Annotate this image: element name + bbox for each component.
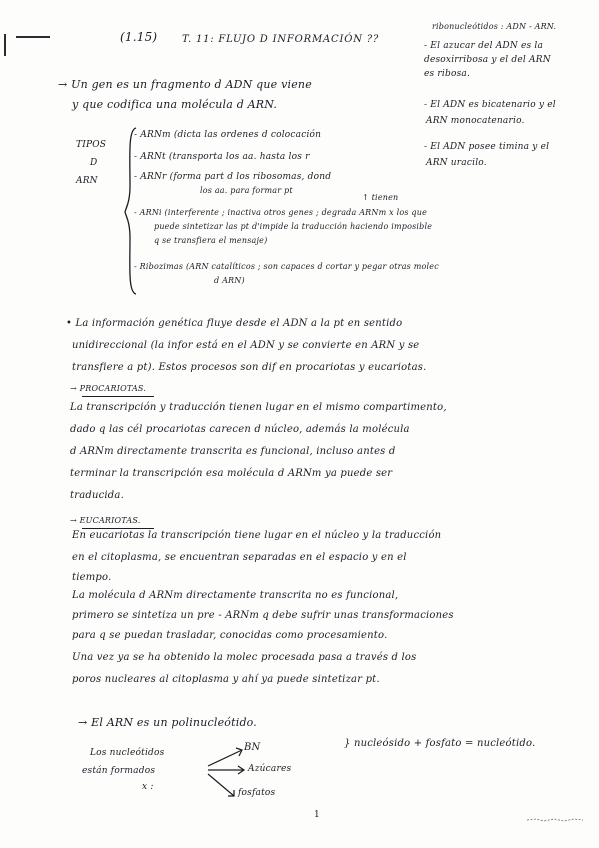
eucariotas-line: primero se sintetiza un pre - ARNm q debe sufrir unas transformaciones [72, 610, 454, 621]
gene-definition-line: → Un gen es un fragmento d ADN que viene [58, 78, 312, 91]
arn-polymer-line: → El ARN es un polinucleótido. [78, 716, 258, 729]
side-note-line: desoxirribosa y el del ARN [424, 55, 551, 65]
eucariotas-line: poros nucleares al citoplasma y ahí ya puede sintetizar pt. [72, 674, 380, 685]
tipos-item: - ARNt (transporta los aa. hasta los r [134, 152, 310, 162]
side-note-line: ARN monocatenario. [426, 116, 525, 126]
tipos-item: d ARN) [214, 276, 245, 285]
procariotas-line: La transcripción y traducción tienen lugar en el mismo compartimento, [70, 402, 447, 413]
page-reference: (1.15) [120, 30, 158, 44]
page-title: T. 11: FLUJO D INFORMACIÓN ?? [182, 34, 380, 45]
flow-paragraph-line: transfiere a pt). Estos procesos son dif en procariotas y eucariotas. [72, 362, 427, 373]
procariotas-line: d ARNm directamente transcrita es funcional, incluso antes d [70, 446, 396, 457]
composition-branch: BN [244, 742, 261, 753]
eucariotas-underline [82, 528, 154, 529]
composition-lead: x : [142, 782, 154, 792]
composition-branch: fosfatos [238, 788, 276, 798]
side-note-line: - El ADN es bicatenario y el [424, 100, 556, 110]
tipos-item: - ARNi (interferente ; inactiva otros genes ; degrada ARNm x los que [134, 208, 428, 217]
side-note-line: es ribosa. [424, 69, 471, 79]
side-note-line: ribonucleótidos : ADN - ARN. [432, 22, 557, 31]
eucariotas-line: para q se puedan trasladar, conocidas como procesamiento. [72, 630, 388, 641]
flow-paragraph-line: unidireccional (la infor está en el ADN y se convierte en ARN y se [72, 340, 420, 351]
composition-formula: } nucleósido + fosfato = nucleótido. [344, 738, 536, 749]
procariotas-underline [82, 396, 154, 397]
procariotas-line: dado q las cél procariotas carecen d núcleo, además la molécula [70, 424, 410, 435]
tipos-label: ARN [76, 176, 98, 186]
procariotas-line: traducida. [70, 490, 124, 501]
tipos-item: puede sintetizar las pt d'impide la traducción haciendo imposible [154, 222, 433, 231]
composition-branch: Azúcares [248, 764, 292, 774]
tipos-item: - Ribozimas (ARN catalíticos ; son capaces d cortar y pegar otras molec [134, 262, 439, 271]
margin-dash [16, 36, 50, 38]
eucariotas-heading: → EUCARIOTAS. [70, 516, 141, 525]
eucariotas-line: En eucariotas la transcripción tiene lugar en el núcleo y la traducción [72, 530, 442, 541]
eucariotas-line: en el citoplasma, se encuentran separadas en el espacio y en el [72, 552, 407, 563]
tipos-item: los aa. para formar pt [200, 186, 293, 195]
procariotas-heading: → PROCARIOTAS. [70, 384, 147, 393]
tipos-label: D [90, 158, 98, 168]
composition-lead: están formados [82, 766, 156, 776]
corner-scribble [526, 817, 584, 823]
procariotas-line: terminar la transcripción esa molécula d ARNm ya puede ser [70, 468, 393, 479]
tipos-item: - ARNm (dicta las ordenes d colocación [134, 130, 322, 140]
eucariotas-line: tiempo. [72, 572, 112, 583]
page-number: 1 [314, 810, 320, 820]
side-note-line: ARN uracilo. [426, 158, 487, 168]
side-note-line: - El azucar del ADN es la [424, 41, 544, 51]
gene-definition-line: y que codifica una molécula d ARN. [72, 98, 278, 111]
side-note-line: - El ADN posee timina y el [424, 142, 550, 152]
eucariotas-line: Una vez ya se ha obtenido la molec procesada pasa a través d los [72, 652, 417, 663]
margin-mark [4, 34, 6, 56]
eucariotas-line: La molécula d ARNm directamente transcrita no es funcional, [72, 590, 399, 601]
flow-paragraph-line: • La información genética fluye desde el ADN a la pt en sentido [66, 318, 403, 329]
tipos-label: TIPOS [76, 140, 107, 150]
tipos-item: - ARNr (forma part d los ribosomas, dond [134, 172, 332, 182]
tipos-item: q se transfiera el mensaje) [154, 236, 268, 245]
ribosome-note: ↑ tienen [362, 193, 399, 202]
composition-lead: Los nucleótidos [90, 748, 165, 758]
